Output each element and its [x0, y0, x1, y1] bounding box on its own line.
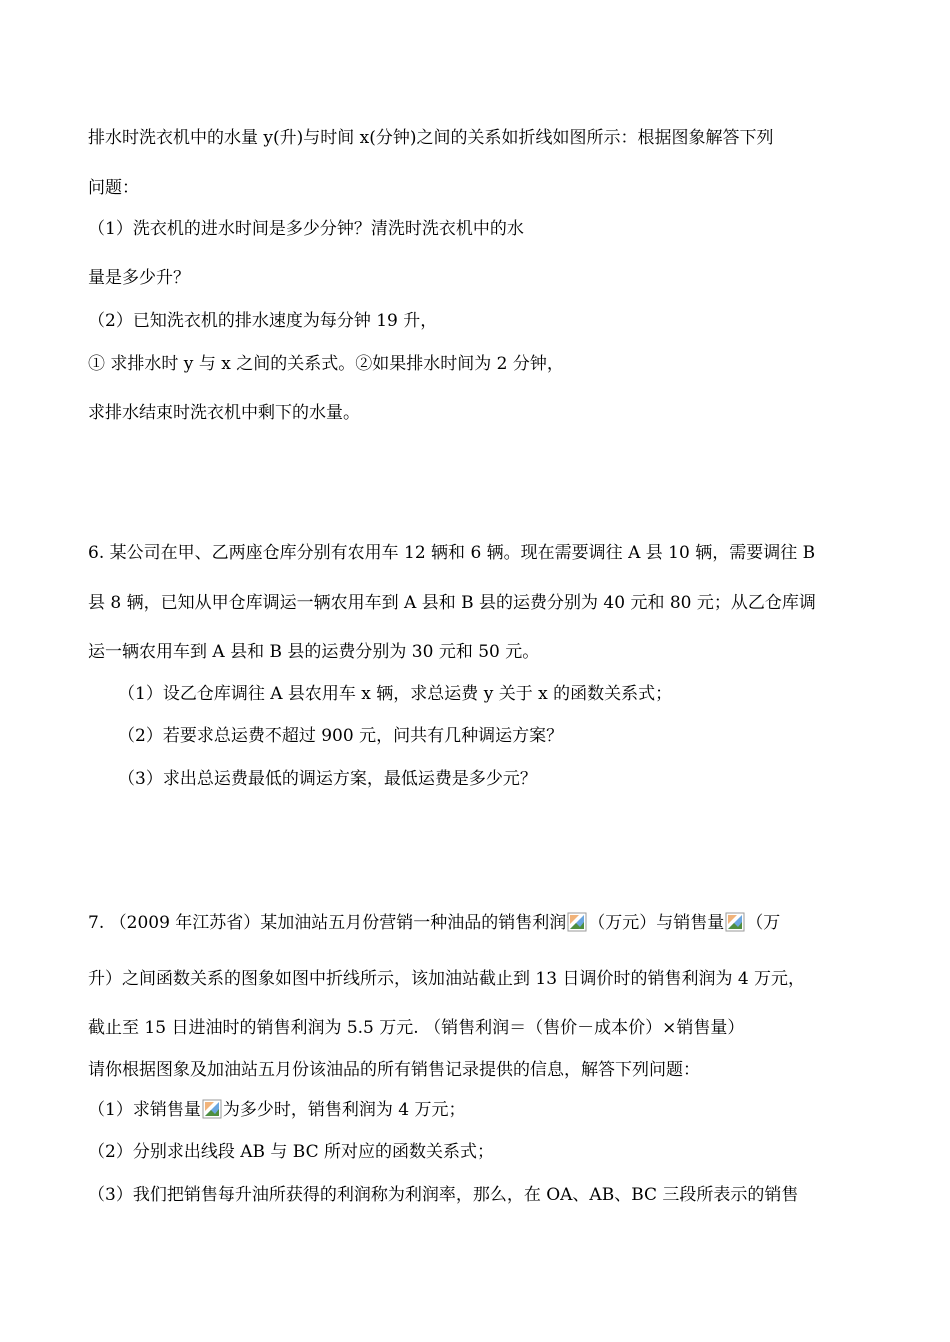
text-line: （2）若要求总运费不超过 900 元，问共有几种调运方案？	[118, 726, 564, 746]
text-line: 请你根据图象及加油站五月份该油品的所有销售记录提供的信息，解答下列问题：	[88, 1060, 700, 1080]
text-line	[88, 1099, 465, 1120]
text-line: 6. 某公司在甲、乙两座仓库分别有农用车 12 辆和 6 辆。现在需要调往 A 县 10 辆，需要调往 B	[88, 543, 816, 563]
text-line: 运一辆农用车到 A 县和 B 县的运费分别为 30 元和 50 元。	[88, 642, 540, 662]
text-segment: 为多少时，销售利润为 4 万元；	[222, 1100, 466, 1120]
broken-image-icon	[202, 1099, 222, 1119]
text-segment: （1）求销售量	[88, 1100, 201, 1120]
text-line: ① 求排水时 y 与 x 之间的关系式。②如果排水时间为 2 分钟，	[88, 354, 564, 374]
text-segment: （万元）与销售量	[588, 913, 725, 933]
text-segment: （万	[746, 913, 781, 933]
text-line: 问题：	[88, 178, 139, 198]
broken-image-icon	[725, 912, 745, 932]
text-line: （2）分别求出线段 AB 与 BC 所对应的函数关系式；	[88, 1142, 495, 1162]
text-line: 截止至 15 日进油时的销售利润为 5.5 万元. （销售利润＝（售价－成本价）×销售量）	[88, 1018, 745, 1038]
text-line: 求排水结束时洗衣机中剩下的水量。	[88, 403, 360, 423]
text-line: （3）求出总运费最低的调运方案，最低运费是多少元？	[118, 769, 537, 789]
broken-image-icon	[567, 912, 587, 932]
text-segment: 7. （2009 年江苏省）某加油站五月份营销一种油品的销售利润	[88, 913, 567, 933]
text-line: 县 8 辆，已知从甲仓库调运一辆农用车到 A 县和 B 县的运费分别为 40 元和 80 元；从乙仓库调	[88, 593, 816, 613]
text-line	[88, 912, 780, 933]
text-line: （1）设乙仓库调往 A 县农用车 x 辆，求总运费 y 关于 x 的函数关系式；	[118, 684, 673, 704]
text-line: 升）之间函数关系的图象如图中折线所示，该加油站截止到 13 日调价时的销售利润为 4 万元，	[88, 969, 806, 989]
text-line: 量是多少升？	[88, 268, 190, 288]
text-line: （1）洗衣机的进水时间是多少分钟？清洗时洗衣机中的水	[88, 219, 524, 239]
text-line: （2）已知洗衣机的排水速度为每分钟 19 升，	[88, 311, 438, 331]
text-line: 排水时洗衣机中的水量 y(升)与时间 x(分钟)之间的关系如折线如图所示：根据图象解答下列	[88, 128, 774, 148]
text-line: （3）我们把销售每升油所获得的利润称为利润率，那么，在 OA、AB、BC 三段所表示的销售	[88, 1185, 799, 1205]
